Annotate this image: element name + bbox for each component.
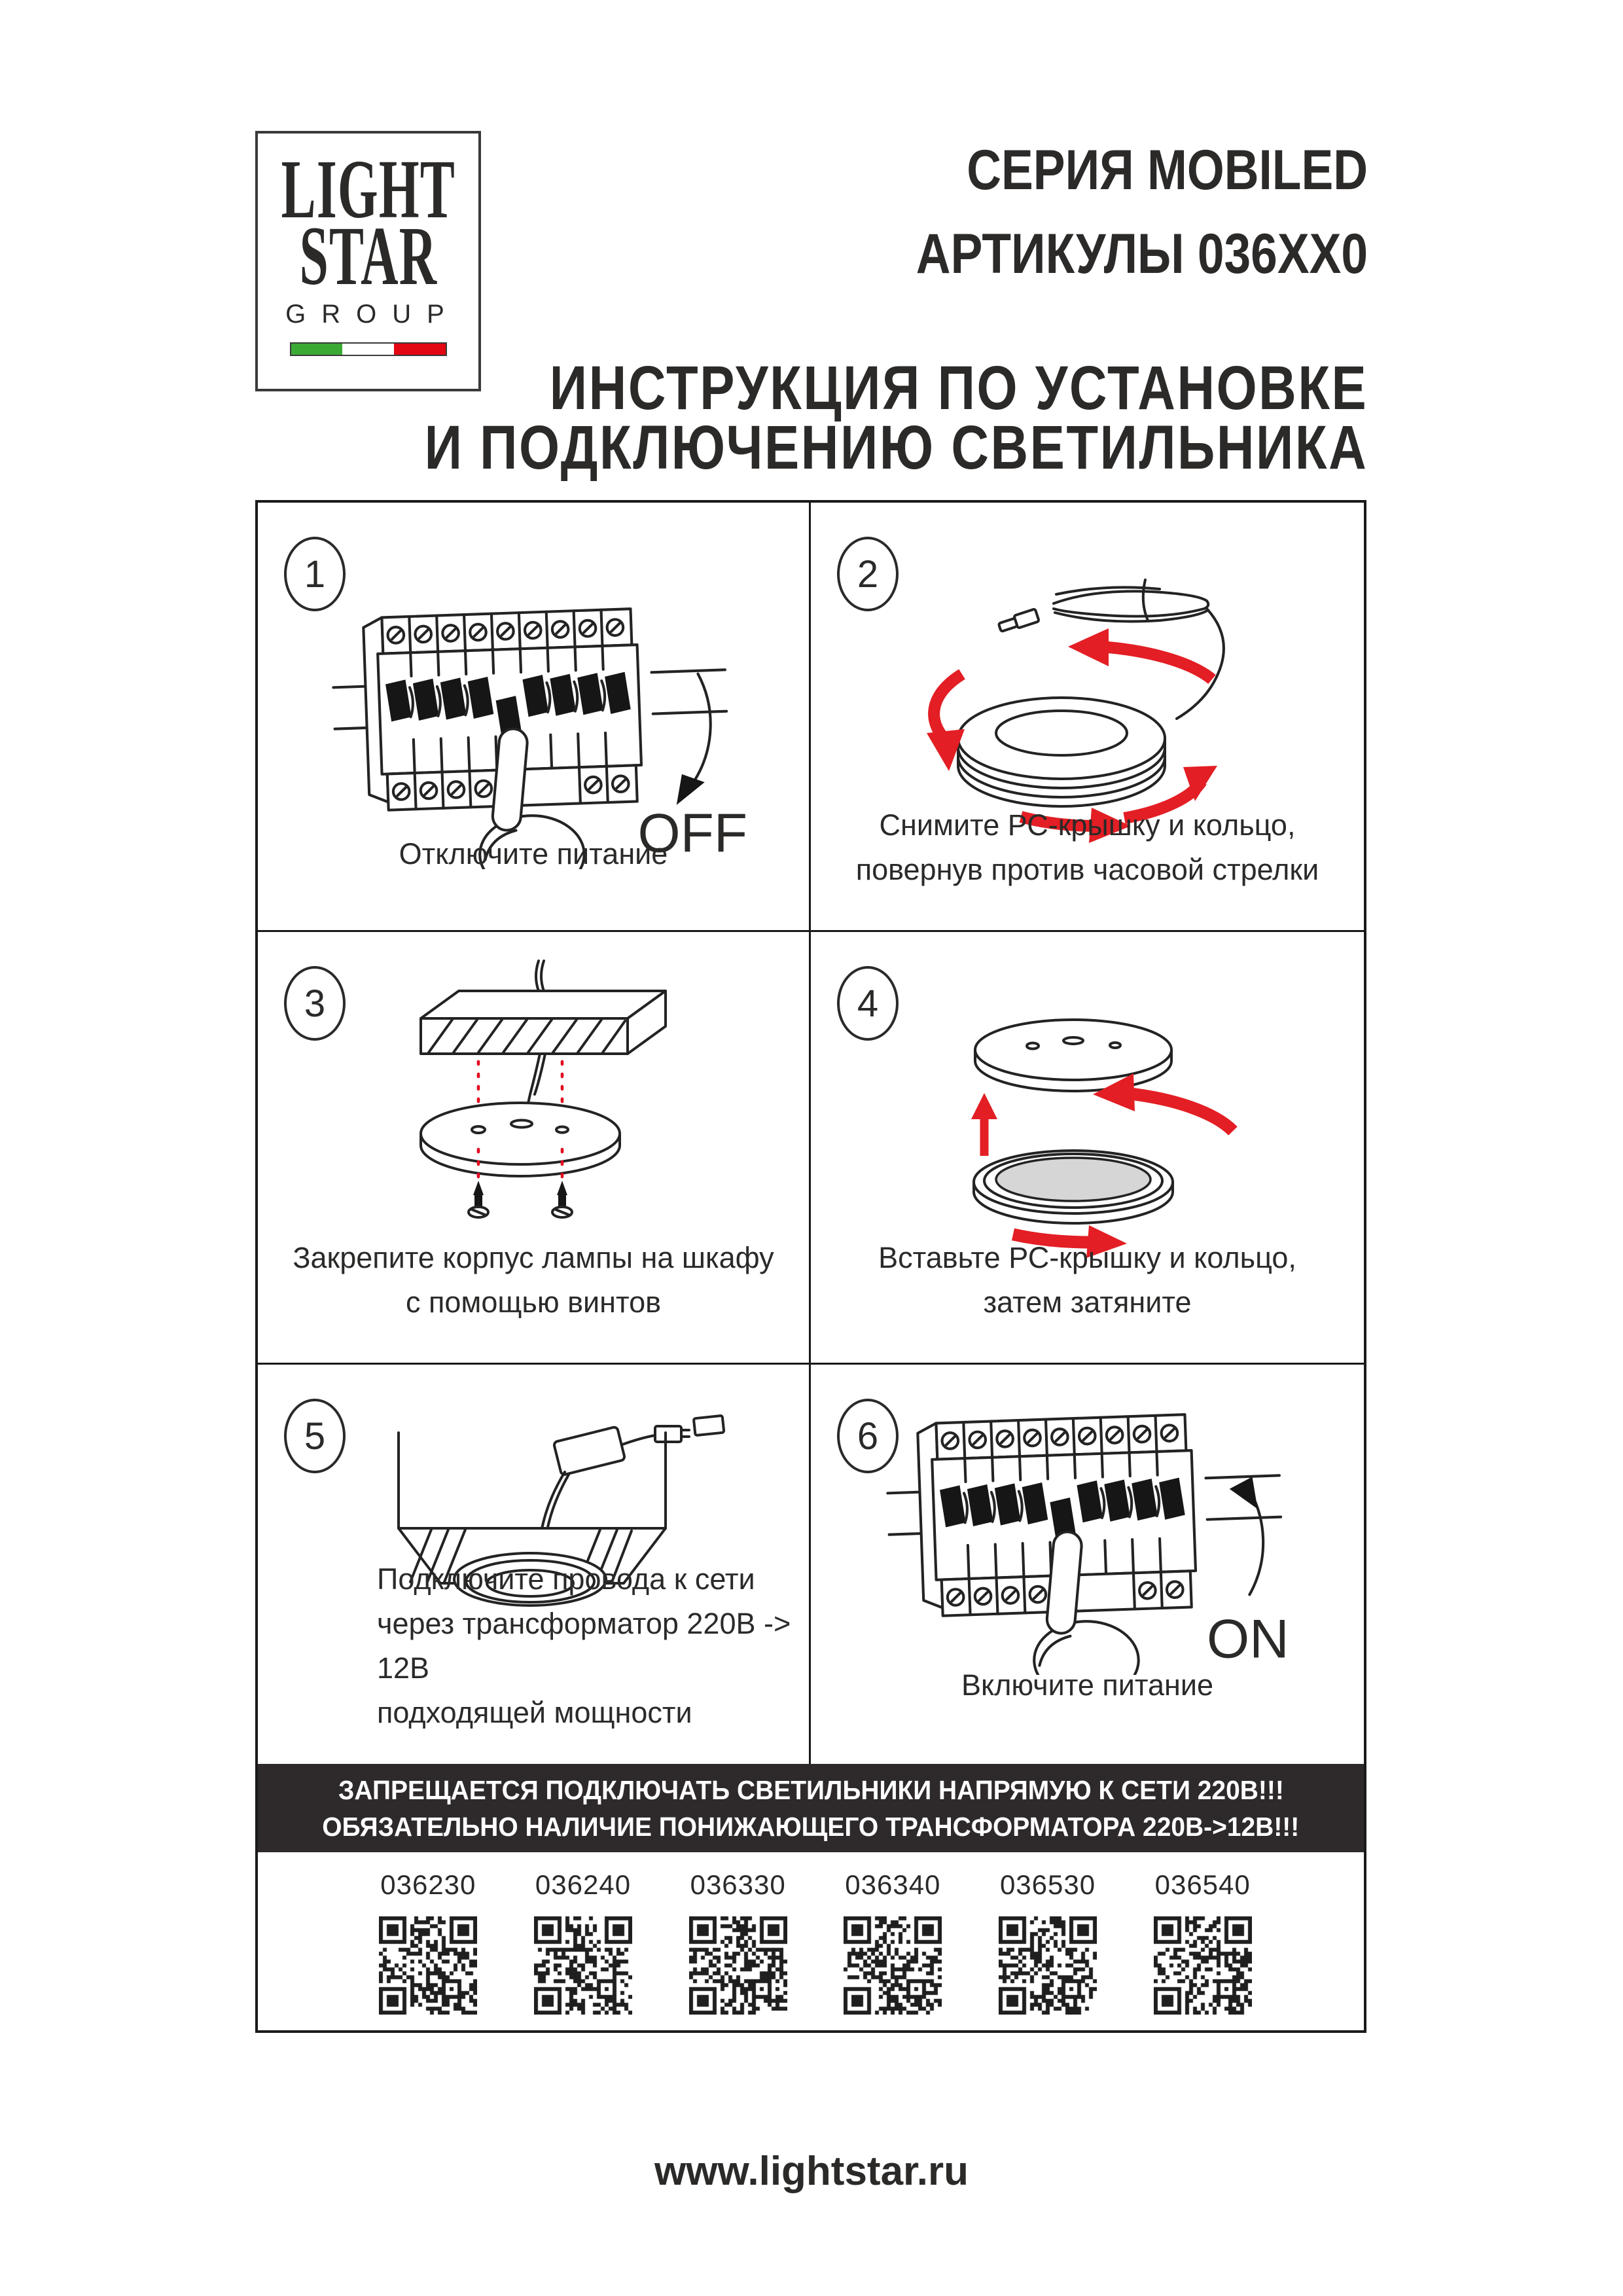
breaker-panel-icon <box>331 605 730 812</box>
step-number-badge: 5 <box>284 1399 346 1473</box>
warning-line-1: ЗАПРЕЩАЕТСЯ ПОДКЛЮЧАТЬ СВЕТИЛЬНИКИ НАПРЯМУЮ К СЕТИ 220В!!! <box>338 1774 1284 1805</box>
article-column <box>351 1869 506 2030</box>
mount-body-illustration <box>317 956 749 1263</box>
cabinet-board-icon <box>421 991 666 1054</box>
step-caption: Вставьте РС-крышку и кольцо, затем затяните <box>878 1241 1296 1319</box>
article-number: 036340 <box>845 1869 941 1900</box>
warning-line-2: ОБЯЗАТЕЛЬНО НАЛИЧИЕ ПОНИЖАЮЩЕГО ТРАНСФОРМАТОРА 220В->12В!!! <box>322 1811 1300 1842</box>
articles-line: АРТИКУЛЫ 036ХХ0 <box>916 223 1368 285</box>
article-column <box>971 1869 1126 2030</box>
flag-white-stripe <box>342 344 394 355</box>
step-cell-4 <box>811 932 1364 1365</box>
up-arrow-head-icon <box>1229 1477 1257 1509</box>
logo-word-star: STAR <box>299 209 437 302</box>
up-arrow-icon <box>971 1093 997 1156</box>
flag-green-stripe <box>291 344 343 355</box>
qr-code <box>844 1916 942 2015</box>
article-number: 036240 <box>535 1869 632 1900</box>
puck-light-icon <box>958 698 1165 806</box>
article-number: 036230 <box>380 1869 476 1900</box>
series-line: СЕРИЯ MOBILED <box>967 139 1368 202</box>
step-cell-2 <box>811 503 1364 932</box>
article-number: 036540 <box>1154 1869 1251 1900</box>
step-number-badge: 3 <box>284 966 346 1041</box>
article-qr-row <box>258 1852 1364 2030</box>
warning-banner <box>258 1764 1364 1852</box>
step-number-badge: 4 <box>837 966 899 1041</box>
step-caption: Снимите РС-крышку и кольцо, повернув против часовой стрелки <box>855 808 1319 886</box>
website-url: www.lightstar.ru <box>654 2149 969 2194</box>
lamp-body-icon <box>975 1020 1171 1091</box>
step-cell-5 <box>258 1365 811 1764</box>
article-column <box>815 1869 971 2030</box>
logo-word-group: GROUP <box>285 300 460 329</box>
article-number: 036530 <box>999 1869 1096 1900</box>
qr-code <box>379 1916 477 2015</box>
off-label: OFF <box>637 802 748 864</box>
step-number-badge: 6 <box>837 1399 899 1473</box>
step-number-badge: 1 <box>284 537 346 611</box>
power-on-illustration <box>872 1374 1304 1675</box>
italian-flag-bar <box>290 342 447 356</box>
article-column <box>506 1869 661 2030</box>
qr-code <box>534 1916 632 2015</box>
title-line-1: ИНСТРУКЦИЯ ПО УСТАНОВКЕ <box>549 353 1368 423</box>
transformer-icon <box>554 1426 655 1475</box>
step-caption: Закрепите корпус лампы на шкафу с помощью винтов <box>293 1241 774 1319</box>
lamp-body-icon <box>421 1103 620 1176</box>
instruction-steps-table <box>255 500 1366 2033</box>
breaker-panel-icon <box>885 1411 1283 1617</box>
lightstar-logo <box>255 131 481 391</box>
qr-code <box>999 1916 1097 2015</box>
step-caption: Включите питание <box>961 1668 1214 1702</box>
step-cell-6 <box>811 1365 1364 1764</box>
article-column <box>660 1869 815 2030</box>
step-cell-3 <box>258 932 811 1365</box>
step-cell-1 <box>258 503 811 932</box>
qr-code <box>1154 1916 1252 2015</box>
article-number: 036330 <box>690 1869 786 1900</box>
article-column <box>1125 1869 1280 2030</box>
page-title <box>424 353 1368 482</box>
power-off-illustration <box>317 568 749 869</box>
on-label: ON <box>1206 1607 1289 1670</box>
cover-ring-icon <box>974 1151 1173 1223</box>
insert-cover-illustration <box>872 971 1304 1279</box>
qr-code <box>689 1916 787 2015</box>
step-caption: Отключите питание <box>399 837 668 870</box>
step-caption: Подключите провода к сети через трансформатор 220В -> 12В подходящей мощности <box>377 1562 791 1729</box>
series-heading <box>916 128 1368 296</box>
cable-connector-icon <box>997 609 1039 634</box>
screws-icon <box>469 1181 572 1217</box>
flag-red-stripe <box>394 344 446 355</box>
down-arrow-head-icon <box>677 774 705 805</box>
title-line-2: И ПОДКЛЮЧЕНИЮ СВЕТИЛЬНИКА <box>424 413 1368 482</box>
down-arrow-arc <box>692 674 710 784</box>
step-number-badge: 2 <box>837 537 899 611</box>
logo-word-light: LIGHT <box>281 143 455 236</box>
